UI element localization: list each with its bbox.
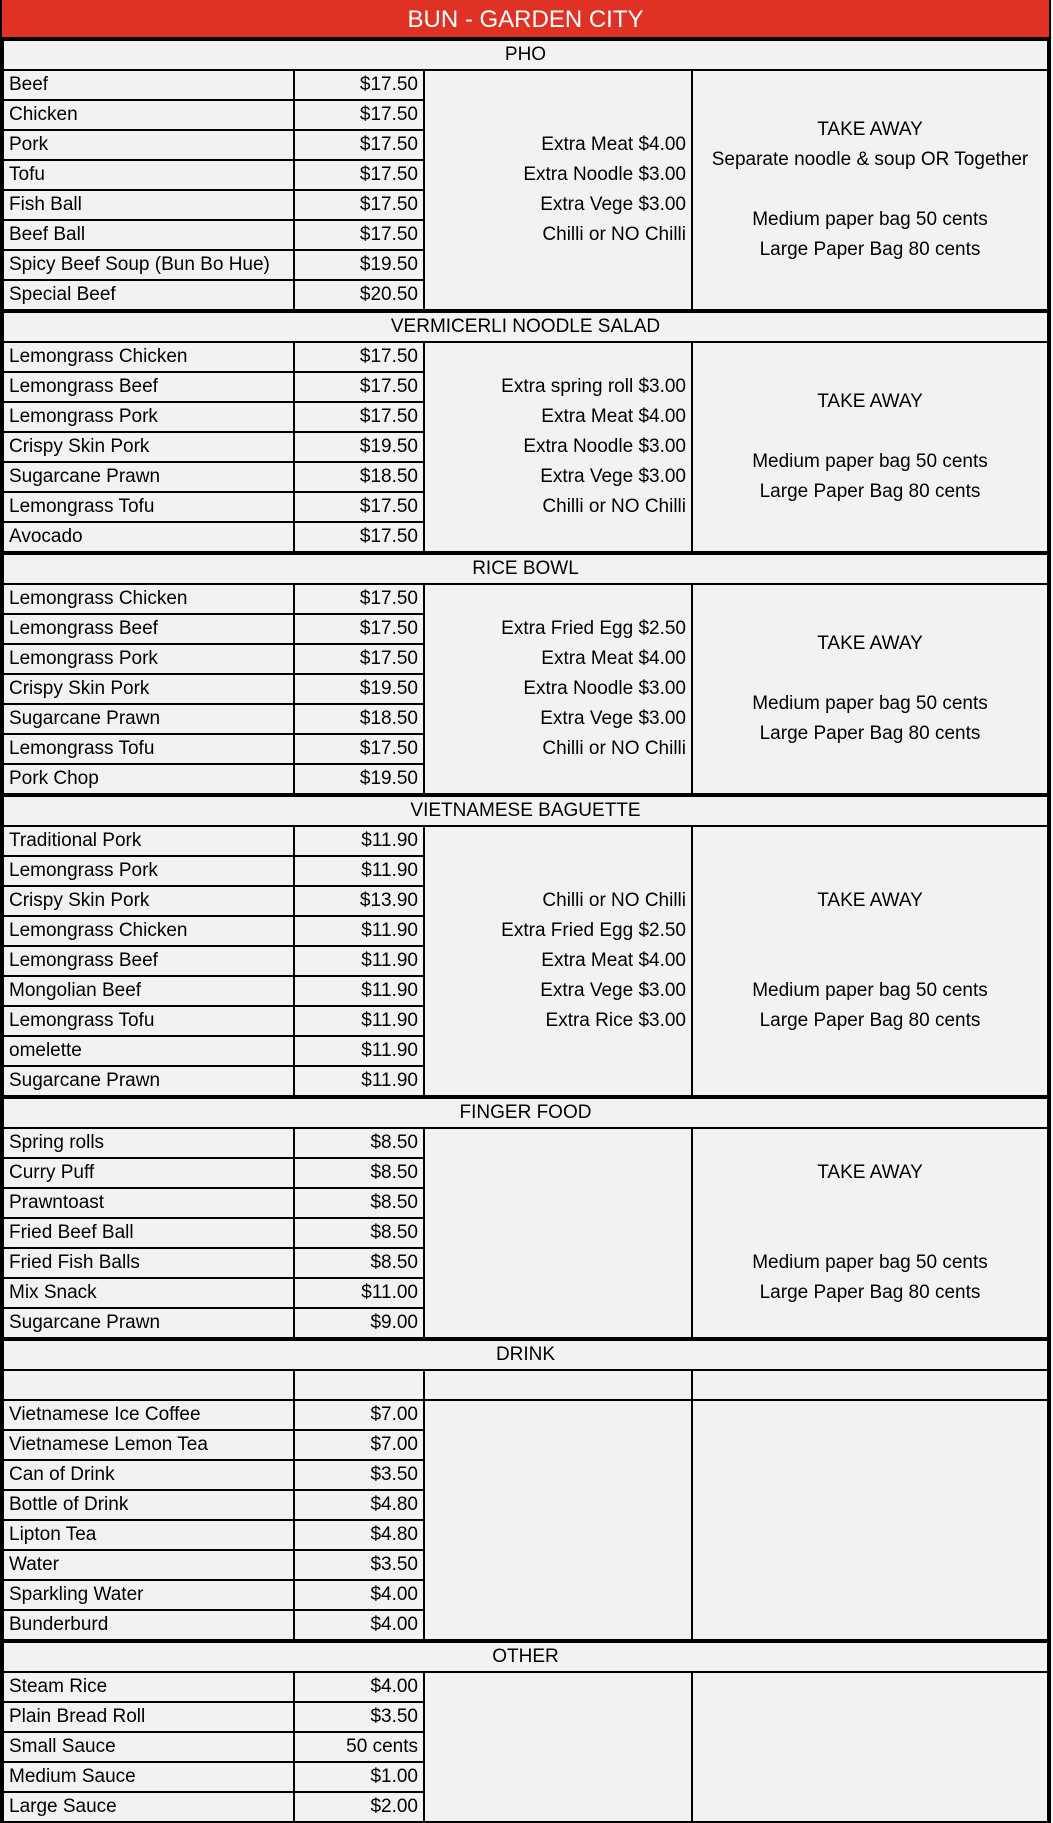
item-name: Large Sauce bbox=[3, 1792, 294, 1822]
menu-item-row bbox=[3, 826, 1048, 856]
takeaway-box bbox=[692, 584, 1048, 794]
section-heading: PHO bbox=[3, 40, 1048, 70]
item-price: $2.00 bbox=[294, 1792, 424, 1822]
takeaway-note: Medium paper bag 50 cents bbox=[752, 693, 988, 714]
item-price: $8.50 bbox=[294, 1158, 424, 1188]
takeaway-note: Large Paper Bag 80 cents bbox=[759, 1010, 981, 1031]
takeaway-box bbox=[692, 1128, 1048, 1338]
item-name: Sugarcane Prawn bbox=[3, 462, 294, 492]
menu-sections bbox=[2, 39, 1049, 1823]
item-price: $8.50 bbox=[294, 1248, 424, 1278]
item-name: Pork Chop bbox=[3, 764, 294, 794]
item-name: Lemongrass Beef bbox=[3, 372, 294, 402]
item-price: $18.50 bbox=[294, 462, 424, 492]
item-price: $3.50 bbox=[294, 1460, 424, 1490]
extras-box bbox=[424, 584, 692, 794]
item-price: $17.50 bbox=[294, 160, 424, 190]
item-name: Mix Snack bbox=[3, 1278, 294, 1308]
takeaway-note: TAKE AWAY bbox=[817, 633, 923, 654]
item-name: Avocado bbox=[3, 522, 294, 552]
empty-cell bbox=[3, 1370, 294, 1400]
item-price: $11.90 bbox=[294, 976, 424, 1006]
extra-option: Extra Fried Egg $2.50 bbox=[501, 920, 686, 941]
takeaway-note: TAKE AWAY bbox=[817, 890, 923, 911]
item-price: $19.50 bbox=[294, 250, 424, 280]
item-price: $11.90 bbox=[294, 1006, 424, 1036]
item-price: $18.50 bbox=[294, 704, 424, 734]
takeaway-note: TAKE AWAY bbox=[817, 391, 923, 412]
item-name: Medium Sauce bbox=[3, 1762, 294, 1792]
item-price: $17.50 bbox=[294, 372, 424, 402]
item-name: Water bbox=[3, 1550, 294, 1580]
item-name: Can of Drink bbox=[3, 1460, 294, 1490]
takeaway-note bbox=[698, 1218, 1042, 1248]
item-price: $1.00 bbox=[294, 1762, 424, 1792]
extra-option: Extra Meat $4.00 bbox=[541, 950, 686, 971]
item-name: Spring rolls bbox=[3, 1128, 294, 1158]
item-name: Mongolian Beef bbox=[3, 976, 294, 1006]
item-name: Fried Beef Ball bbox=[3, 1218, 294, 1248]
section-pho bbox=[2, 39, 1049, 311]
item-name: Lemongrass Tofu bbox=[3, 734, 294, 764]
takeaway-note: Large Paper Bag 80 cents bbox=[759, 239, 981, 260]
item-price: $17.50 bbox=[294, 190, 424, 220]
item-name: Sugarcane Prawn bbox=[3, 704, 294, 734]
extra-option: Chilli or NO Chilli bbox=[542, 890, 686, 911]
item-price: $20.50 bbox=[294, 280, 424, 310]
item-name: Vietnamese Lemon Tea bbox=[3, 1430, 294, 1460]
item-price: $17.50 bbox=[294, 342, 424, 372]
item-name: Lemongrass Beef bbox=[3, 614, 294, 644]
menu-title: BUN - GARDEN CITY bbox=[2, 0, 1049, 39]
item-name: Crispy Skin Pork bbox=[3, 432, 294, 462]
item-price: $17.50 bbox=[294, 100, 424, 130]
item-price: 50 cents bbox=[294, 1732, 424, 1762]
item-price: $11.90 bbox=[294, 946, 424, 976]
section-drink bbox=[2, 1339, 1049, 1641]
item-price: $8.50 bbox=[294, 1128, 424, 1158]
extra-option: Chilli or NO Chilli bbox=[542, 738, 686, 759]
item-price: $19.50 bbox=[294, 764, 424, 794]
extra-option: Extra Rice $3.00 bbox=[545, 1010, 686, 1031]
extras-box bbox=[424, 1128, 692, 1338]
extra-option: Extra Vege $3.00 bbox=[540, 708, 686, 729]
item-price: $4.80 bbox=[294, 1490, 424, 1520]
menu-item-row bbox=[3, 1128, 1048, 1158]
item-name: Fried Fish Balls bbox=[3, 1248, 294, 1278]
item-name: Sugarcane Prawn bbox=[3, 1308, 294, 1338]
extras-box bbox=[424, 826, 692, 1096]
section-heading: VERMICERLI NOODLE SALAD bbox=[3, 312, 1048, 342]
takeaway-box bbox=[692, 70, 1048, 310]
takeaway-note bbox=[698, 175, 1042, 205]
item-price: $17.50 bbox=[294, 584, 424, 614]
takeaway-box bbox=[692, 826, 1048, 1096]
section-heading: VIETNAMESE BAGUETTE bbox=[3, 796, 1048, 826]
extras-box bbox=[424, 342, 692, 552]
item-name: Lemongrass Beef bbox=[3, 946, 294, 976]
item-price: $3.50 bbox=[294, 1550, 424, 1580]
item-price: $17.50 bbox=[294, 614, 424, 644]
item-name: Lemongrass Pork bbox=[3, 856, 294, 886]
item-price: $17.50 bbox=[294, 492, 424, 522]
item-name: Small Sauce bbox=[3, 1732, 294, 1762]
extra-option: Extra Vege $3.00 bbox=[540, 980, 686, 1001]
item-price: $11.00 bbox=[294, 1278, 424, 1308]
section-heading: DRINK bbox=[3, 1340, 1048, 1370]
takeaway-note: Medium paper bag 50 cents bbox=[752, 209, 988, 230]
item-price: $8.50 bbox=[294, 1188, 424, 1218]
item-price: $3.50 bbox=[294, 1702, 424, 1732]
extra-option: Extra Meat $4.00 bbox=[541, 406, 686, 427]
menu-item-row bbox=[3, 342, 1048, 372]
section-vermicelli bbox=[2, 311, 1049, 553]
item-name: Lipton Tea bbox=[3, 1520, 294, 1550]
item-name: Bottle of Drink bbox=[3, 1490, 294, 1520]
takeaway-note bbox=[698, 1188, 1042, 1218]
item-name: Beef bbox=[3, 70, 294, 100]
takeaway-note: Separate noodle & soup OR Together bbox=[711, 149, 1029, 170]
item-name: Spicy Beef Soup (Bun Bo Hue) bbox=[3, 250, 294, 280]
extras-box bbox=[424, 1672, 692, 1822]
menu-item-row bbox=[3, 584, 1048, 614]
extra-option: Extra Meat $4.00 bbox=[541, 134, 686, 155]
item-name: Pork bbox=[3, 130, 294, 160]
empty-cell bbox=[294, 1370, 424, 1400]
item-price: $11.90 bbox=[294, 856, 424, 886]
item-name: omelette bbox=[3, 1036, 294, 1066]
item-name: Curry Puff bbox=[3, 1158, 294, 1188]
item-price: $17.50 bbox=[294, 70, 424, 100]
extra-option: Extra Noodle $3.00 bbox=[523, 164, 686, 185]
item-price: $4.00 bbox=[294, 1580, 424, 1610]
takeaway-box bbox=[692, 1672, 1048, 1822]
item-name: Lemongrass Pork bbox=[3, 644, 294, 674]
item-price: $17.50 bbox=[294, 644, 424, 674]
extras-box bbox=[424, 1400, 692, 1640]
item-price: $19.50 bbox=[294, 674, 424, 704]
extra-option: Chilli or NO Chilli bbox=[542, 496, 686, 517]
takeaway-note: TAKE AWAY bbox=[817, 119, 923, 140]
section-heading: OTHER bbox=[3, 1642, 1048, 1672]
section-heading: FINGER FOOD bbox=[3, 1098, 1048, 1128]
menu-item-row bbox=[3, 1400, 1048, 1430]
takeaway-note bbox=[698, 916, 1042, 946]
item-name: Fish Ball bbox=[3, 190, 294, 220]
takeaway-note bbox=[698, 946, 1042, 976]
item-name: Bunderburd bbox=[3, 1610, 294, 1640]
item-name: Lemongrass Tofu bbox=[3, 492, 294, 522]
item-price: $7.00 bbox=[294, 1400, 424, 1430]
item-name: Plain Bread Roll bbox=[3, 1702, 294, 1732]
item-price: $17.50 bbox=[294, 402, 424, 432]
item-name: Lemongrass Chicken bbox=[3, 584, 294, 614]
menu-item-row bbox=[3, 1672, 1048, 1702]
item-price: $4.00 bbox=[294, 1610, 424, 1640]
takeaway-note: Medium paper bag 50 cents bbox=[752, 1252, 988, 1273]
extra-option: Extra Meat $4.00 bbox=[541, 648, 686, 669]
item-price: $13.90 bbox=[294, 886, 424, 916]
item-name: Beef Ball bbox=[3, 220, 294, 250]
takeaway-note: Medium paper bag 50 cents bbox=[752, 451, 988, 472]
takeaway-box bbox=[692, 342, 1048, 552]
item-name: Steam Rice bbox=[3, 1672, 294, 1702]
item-price: $9.00 bbox=[294, 1308, 424, 1338]
item-name: Sugarcane Prawn bbox=[3, 1066, 294, 1096]
extra-option: Extra Vege $3.00 bbox=[540, 466, 686, 487]
item-name: Lemongrass Chicken bbox=[3, 916, 294, 946]
item-price: $8.50 bbox=[294, 1218, 424, 1248]
item-name: Prawntoast bbox=[3, 1188, 294, 1218]
section-other bbox=[2, 1641, 1049, 1823]
item-price: $17.50 bbox=[294, 522, 424, 552]
takeaway-note: Large Paper Bag 80 cents bbox=[759, 481, 981, 502]
item-name: Crispy Skin Pork bbox=[3, 886, 294, 916]
extra-option: Extra Fried Egg $2.50 bbox=[501, 618, 686, 639]
extra-option: Extra Vege $3.00 bbox=[540, 194, 686, 215]
extra-option: Extra spring roll $3.00 bbox=[501, 376, 686, 397]
item-price: $7.00 bbox=[294, 1430, 424, 1460]
menu-item-row bbox=[3, 70, 1048, 100]
item-price: $11.90 bbox=[294, 1066, 424, 1096]
section-baguette bbox=[2, 795, 1049, 1097]
takeaway-note: TAKE AWAY bbox=[817, 1162, 923, 1183]
item-name: Lemongrass Pork bbox=[3, 402, 294, 432]
item-name: Crispy Skin Pork bbox=[3, 674, 294, 704]
item-name: Chicken bbox=[3, 100, 294, 130]
item-name: Special Beef bbox=[3, 280, 294, 310]
empty-cell bbox=[692, 1370, 1048, 1400]
item-price: $17.50 bbox=[294, 734, 424, 764]
item-name: Lemongrass Tofu bbox=[3, 1006, 294, 1036]
extra-option: Chilli or NO Chilli bbox=[542, 224, 686, 245]
extras-box bbox=[424, 70, 692, 310]
item-price: $11.90 bbox=[294, 1036, 424, 1066]
takeaway-note bbox=[698, 659, 1042, 689]
item-name: Lemongrass Chicken bbox=[3, 342, 294, 372]
item-price: $4.80 bbox=[294, 1520, 424, 1550]
item-price: $17.50 bbox=[294, 220, 424, 250]
section-heading: RICE BOWL bbox=[3, 554, 1048, 584]
item-price: $11.90 bbox=[294, 826, 424, 856]
takeaway-note: Large Paper Bag 80 cents bbox=[759, 723, 981, 744]
extra-option: Extra Noodle $3.00 bbox=[523, 678, 686, 699]
takeaway-note: Large Paper Bag 80 cents bbox=[759, 1282, 981, 1303]
item-name: Vietnamese Ice Coffee bbox=[3, 1400, 294, 1430]
item-name: Sparkling Water bbox=[3, 1580, 294, 1610]
extra-option: Extra Noodle $3.00 bbox=[523, 436, 686, 457]
takeaway-note: Medium paper bag 50 cents bbox=[752, 980, 988, 1001]
takeaway-box bbox=[692, 1400, 1048, 1640]
section-finger-food bbox=[2, 1097, 1049, 1339]
item-name: Traditional Pork bbox=[3, 826, 294, 856]
empty-cell bbox=[424, 1370, 692, 1400]
item-price: $19.50 bbox=[294, 432, 424, 462]
item-price: $4.00 bbox=[294, 1672, 424, 1702]
section-rice-bowl bbox=[2, 553, 1049, 795]
item-price: $11.90 bbox=[294, 916, 424, 946]
item-price: $17.50 bbox=[294, 130, 424, 160]
item-name: Tofu bbox=[3, 160, 294, 190]
takeaway-note bbox=[698, 417, 1042, 447]
